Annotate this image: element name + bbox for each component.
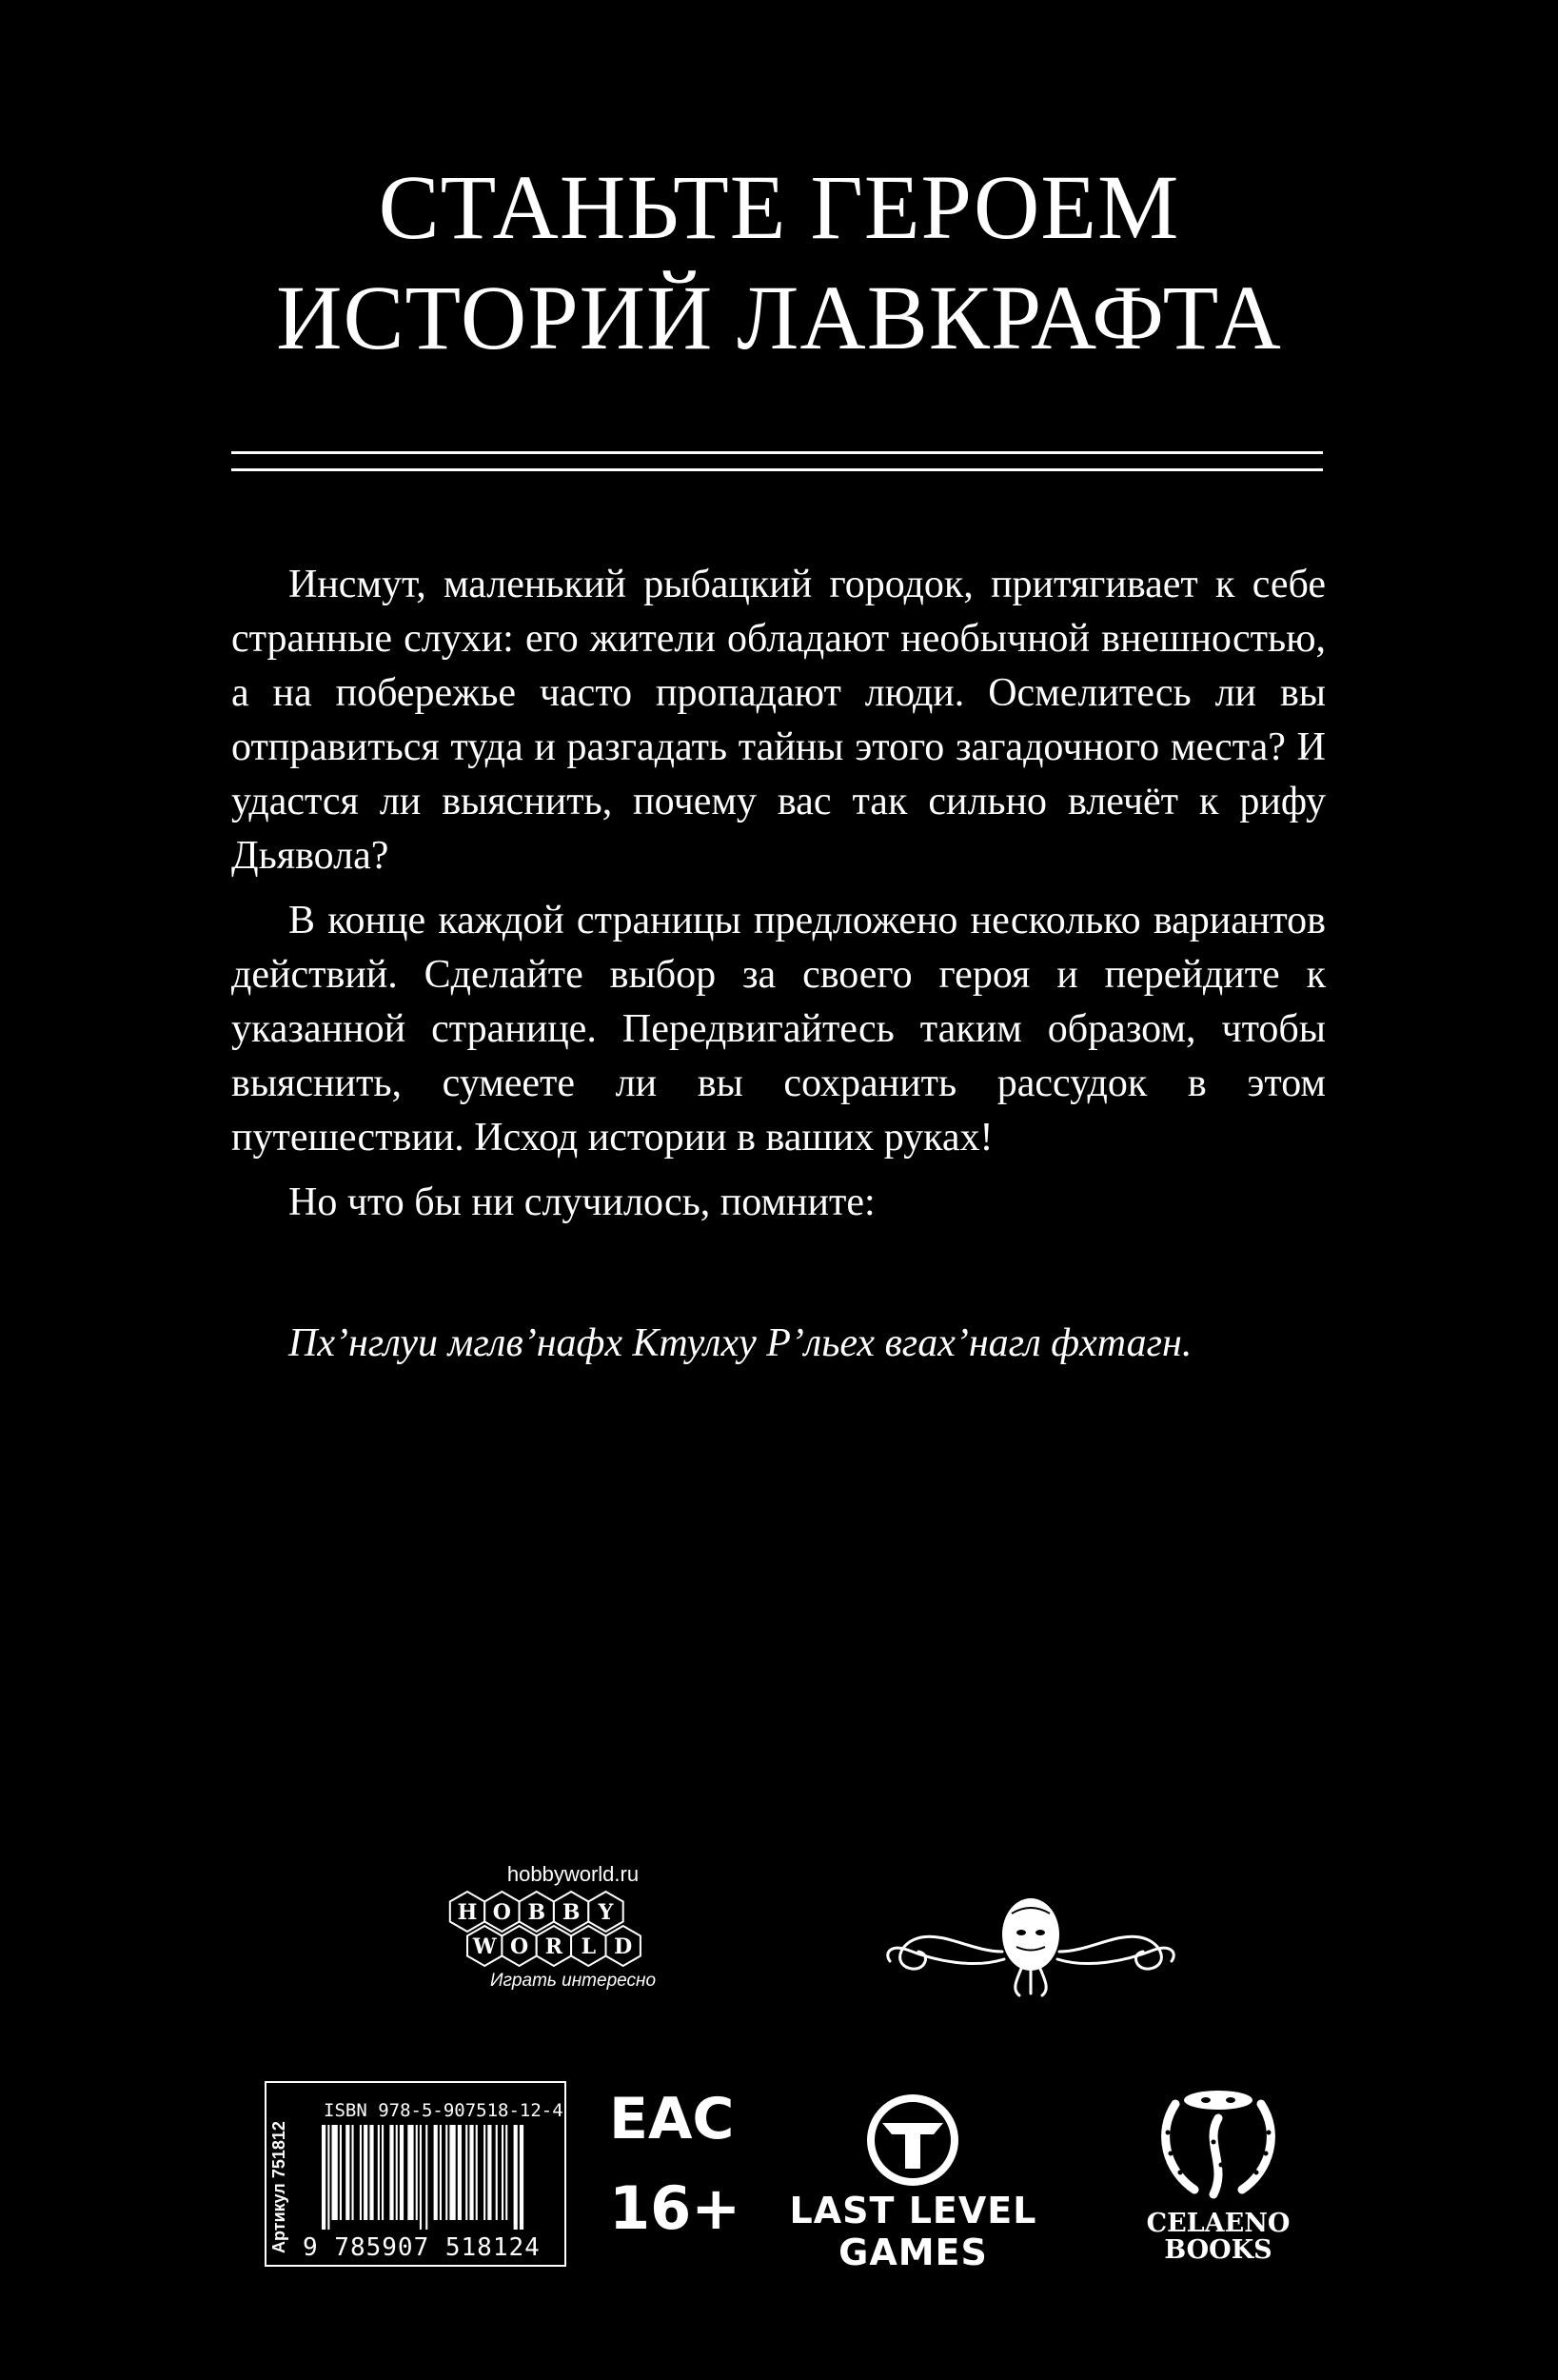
barcode-bar xyxy=(425,2125,427,2230)
barcode-bar xyxy=(416,2125,418,2220)
barcode-digits: 9 785907 518124 xyxy=(303,2233,541,2262)
barcode-bar xyxy=(520,2125,523,2230)
last-level-games-name: LAST LEVEL GAMES xyxy=(789,2190,1037,2273)
hexagon-letter-bottom-3: L xyxy=(581,1934,597,1959)
blurb-paragraph-1: Инсмут, маленький рыбацкий городок, притягивает к себе странные слухи: его жители обладают необычной внешностью, а на побережье часто пропадают люди. Осмелитесь ли вы отправиться туда и разгадать тайны этого загадочного места? И удастся ли выяснить, почему вас так сильно влечёт к рифу Дьявола? xyxy=(231,563,1326,878)
barcode-bar xyxy=(322,2125,325,2230)
barcode-bar xyxy=(487,2125,491,2220)
barcode-bar xyxy=(400,2125,404,2220)
barcode-bar xyxy=(476,2125,478,2220)
hexagon-letter-top-3: B xyxy=(562,1900,581,1925)
hobby-world-logo xyxy=(440,1862,706,1995)
hobby-world-url: hobbyworld.ru xyxy=(506,1862,640,1886)
barcode-bar xyxy=(340,2125,342,2220)
hexagon-letter-top-4: Y xyxy=(598,1900,614,1925)
hexagon-letter-top-0: H xyxy=(457,1900,478,1925)
blurb-paragraph-2: В конце каждой страницы предложено несколько вариантов действий. Сделайте выбор за своего героя и перейдите к указанной странице. Передвигайтесь таким образом, чтобы выяснить, сумеете ли вы сохранить рассудок в этом путешествии. Исход истории в ваших руках! xyxy=(231,899,1326,1160)
barcode-bar xyxy=(502,2125,503,2220)
barcode-bar xyxy=(369,2125,373,2220)
hexagon-letter-bottom-0: W xyxy=(472,1934,497,1959)
last-level-games-emblem-icon xyxy=(778,2094,1049,2190)
title-line-1: СТАНЬТЕ ГЕРОЕМ xyxy=(378,156,1180,258)
title-line-2: ИСТОРИЙ ЛАВКРАФТА xyxy=(276,267,1282,368)
celaeno-tentacles-icon xyxy=(1137,2085,1299,2209)
barcode-bar xyxy=(483,2125,485,2220)
isbn-number: ISBN 978-5-907518-12-4 xyxy=(324,2100,563,2121)
barcode-bar xyxy=(389,2125,393,2220)
hobby-world-hexagons xyxy=(444,1891,701,1971)
barcode-bar xyxy=(449,2125,455,2220)
barcode-bar xyxy=(496,2125,498,2220)
hexagon-letter-bottom-1: O xyxy=(509,1934,529,1959)
barcode-bar xyxy=(378,2125,380,2220)
last-level-games-logo xyxy=(778,2094,1049,2273)
cthulhu-quote: Пх’нглуи мглв’нафх Ктулху Р’льех вгах’нагл фхтагн. xyxy=(288,1321,1193,1365)
hexagon-letter-top-1: O xyxy=(492,1900,511,1925)
cthulhu-emblem-icon xyxy=(878,1894,1183,1999)
barcode-bar xyxy=(364,2125,367,2220)
barcode-bar xyxy=(445,2125,447,2220)
celaeno-books-name: CELAENO BOOKS xyxy=(1146,2209,1291,2265)
barcode-bar xyxy=(407,2125,413,2220)
age-rating: 16+ xyxy=(609,2173,741,2243)
barcode-bar xyxy=(332,2125,338,2220)
barcode-bar xyxy=(465,2125,467,2220)
eac-mark: ЕАС xyxy=(609,2086,735,2152)
barcode-bar xyxy=(469,2125,473,2220)
hexagon-letter-bottom-2: R xyxy=(544,1934,563,1959)
barcode-bar xyxy=(505,2125,507,2220)
cover-title xyxy=(0,152,1558,373)
barcode-bar xyxy=(514,2125,518,2230)
barcode-bar xyxy=(434,2125,438,2220)
barcode-bar xyxy=(345,2125,349,2220)
divider-bottom xyxy=(231,468,1323,471)
barcode-bar xyxy=(327,2125,329,2230)
hexagon-letter-top-2: B xyxy=(527,1900,546,1925)
barcode-bar xyxy=(360,2125,362,2220)
barcode-bar xyxy=(420,2125,422,2230)
divider-top xyxy=(231,451,1323,454)
hobby-world-tagline: Играть интересно xyxy=(489,1971,657,1991)
hexagon-letter-bottom-4: D xyxy=(614,1934,633,1959)
barcode-bar xyxy=(382,2125,384,2220)
barcode-icon xyxy=(322,2125,560,2230)
blurb xyxy=(231,558,1326,1240)
barcode-bar xyxy=(458,2125,462,2220)
barcode-bar xyxy=(440,2125,442,2220)
celaeno-books-logo xyxy=(1137,2085,1299,2265)
blurb-paragraph-3: Но что бы ни случилось, помните: xyxy=(288,1180,876,1224)
article-number: Артикул 751812 xyxy=(269,2121,288,2254)
isbn-barcode-box xyxy=(265,2081,566,2267)
barcode-bar xyxy=(352,2125,354,2220)
barcode-bar xyxy=(396,2125,398,2220)
